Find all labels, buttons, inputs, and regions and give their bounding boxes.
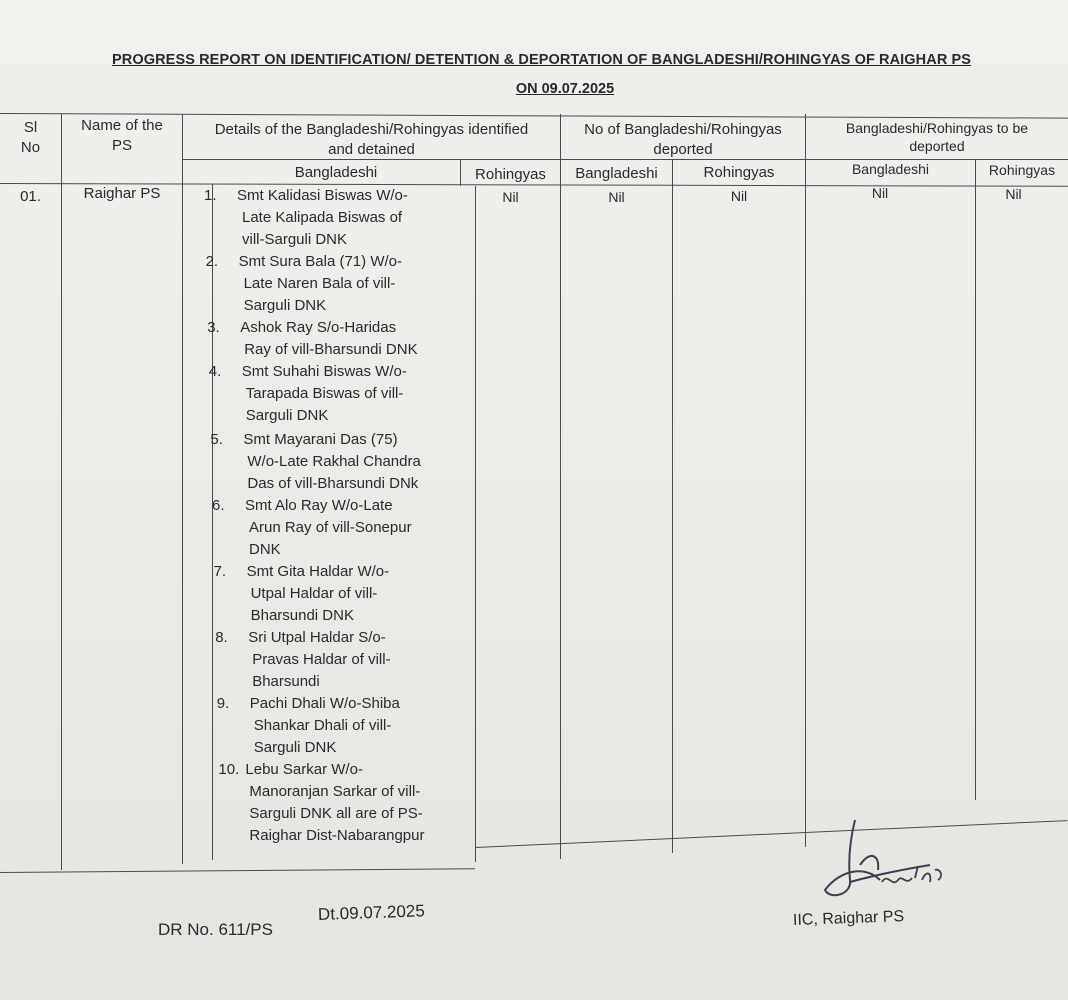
row-to-deport-bangladeshi: Nil [871,185,889,201]
col-rule-to-deport [805,114,806,847]
col-rule-deported-sub [672,160,673,853]
list-item-text [245,495,475,561]
list-item-line: Smt Suhahi Biswas W/o- [241,363,407,380]
row-deported-rohingyas: Nil [730,188,748,204]
list-item-text [237,185,467,251]
subheader-identified-bangladeshi: Bangladeshi [294,164,378,181]
dr-number: DR No. 611/PS [158,920,273,939]
list-item-text [239,251,469,317]
officer-signature [820,810,950,910]
subheader-identified-rohingyas: Rohingyas [475,166,546,183]
list-item-number: 4. [208,363,222,380]
list-item-line: W/o-Late Rakhal Chandra [247,453,421,470]
list-item-line: Late Kalipada Biswas of [242,209,403,226]
list-item-text [248,627,478,693]
list-item-number: 8. [215,629,228,646]
list-item-number: 9. [216,695,230,712]
list-item-line: Smt Mayarani Das (75) [243,431,398,448]
list-item-line: vill-Sarguli DNK [242,231,348,248]
list-item-number: 1. [204,187,217,204]
list-item-number: 2. [205,253,219,270]
list-item-text [245,759,475,847]
col-rule-entries [212,184,213,860]
header-to-be-deported: Bangladeshi/Rohingyas to be deported [845,120,1029,154]
list-item-line: Shankar Dhali of vill- [253,717,392,734]
list-item-line: Manoranjan Sarkar of vill- [249,783,421,800]
list-item-line: Smt Kalidasi Biswas W/o- [237,187,408,204]
header-sl-no: Sl No [20,119,41,156]
list-item-line: Das of vill-Bharsundi DNk [247,475,419,492]
col-rule-sl [61,114,62,870]
row-sl-no: 01. [20,188,41,205]
list-item-line: Raighar Dist-Nabarangpur [249,827,425,844]
list-item-line: Lebu Sarkar W/o- [245,761,363,778]
officer-designation: IIC, Raighar PS [792,908,905,929]
list-item-line: Ray of vill-Bharsundi DNK [244,341,418,358]
list-item-number: 5. [210,431,223,448]
list-item-line: Sri Utpal Haldar S/o- [248,629,386,646]
list-item-line: Smt Alo Ray W/o-Late [245,497,393,514]
header-deported: No of Bangladeshi/Rohingyas deported [584,121,782,158]
list-item-line: Bharsundi DNK [250,607,354,624]
list-item-line: Bharsundi [252,673,320,690]
list-item-line: Pravas Haldar of vill- [252,651,391,668]
list-item-number: 7. [213,563,227,580]
list-item-text [243,429,473,495]
report-date-line: ON 09.07.2025 [515,81,615,97]
list-item-line: DNK [249,541,281,558]
col-rule-ps [182,114,183,864]
list-item-number: 6. [212,497,225,514]
list-item-line: Arun Ray of vill-Sonepur [249,519,412,536]
row-identified-rohingyas: Nil [502,189,519,205]
list-item-number: 10. [218,761,240,778]
row-deported-bangladeshi: Nil [608,189,625,205]
dispatch-date: Dt.09.07.2025 [317,901,426,924]
list-item-line: Smt Gita Haldar W/o- [246,563,390,580]
list-item-text [240,317,470,361]
list-item-line: Sarguli DNK [245,407,329,424]
header-name-of-ps: Name of the PS [81,117,163,154]
list-item-line: Ashok Ray S/o-Haridas [240,319,397,336]
subheader-deported-bangladeshi: Bangladeshi [575,165,658,182]
row-to-deport-rohingyas: Nil [1005,186,1022,202]
list-item-line: Sarguli DNK [253,739,337,756]
list-item-line: Utpal Haldar of vill- [250,585,378,602]
col-rule-deported [560,114,561,859]
list-item-line: Tarapada Biswas of vill- [245,385,404,402]
subheader-deported-rohingyas: Rohingyas [703,164,775,181]
header-details: Details of the Bangladeshi/Rohingyas identified and detained [214,121,529,158]
list-item-line: Pachi Dhali W/o-Shiba [249,695,400,712]
subheader-to-deport-rohingyas: Rohingyas [988,162,1056,178]
list-item-line: Sarguli DNK all are of PS- [249,805,423,822]
row-ps-name: Raighar PS [83,185,161,202]
list-item-text [250,693,480,759]
table-right-bottom-border [475,820,1067,848]
list-item-line: Late Naren Bala of vill- [243,275,396,292]
list-item-number: 3. [207,319,220,336]
list-item-text [242,361,472,427]
list-item-line: Sarguli DNK [243,297,327,314]
list-item-line: Smt Sura Bala (71) W/o- [238,253,402,270]
table-bottom-border [0,868,475,873]
report-title: PROGRESS REPORT ON IDENTIFICATION/ DETENTION & DEPORTATION OF BANGLADESHI/ROHINGYAS OF RAIGHAR PS [112,52,972,68]
list-item-text [247,561,477,627]
col-rule-to-deport-sub [975,160,976,800]
subheader-to-deport-bangladeshi: Bangladeshi [851,161,930,177]
